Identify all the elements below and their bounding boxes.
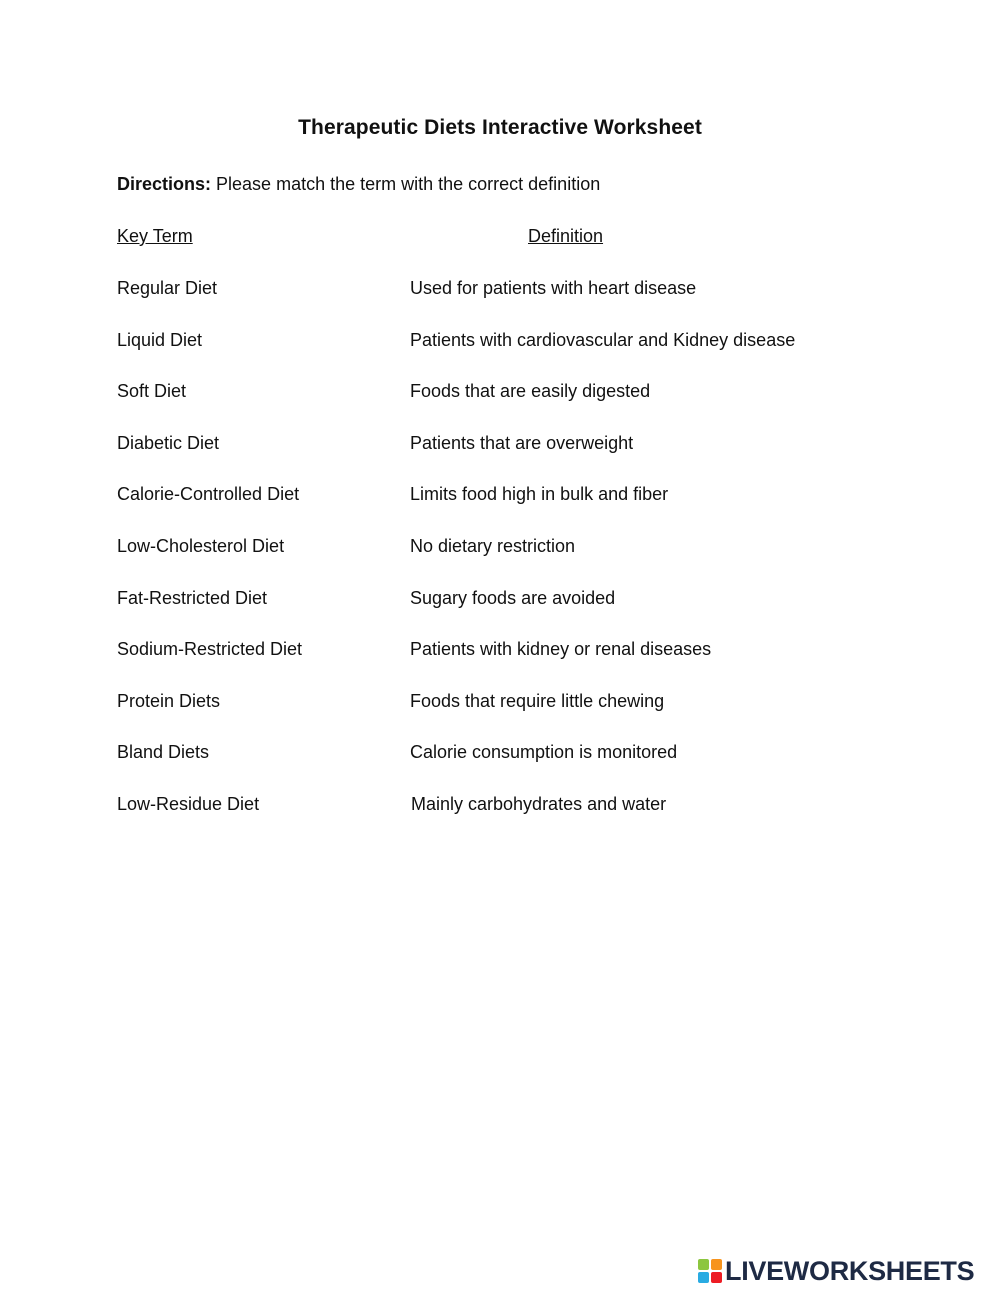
definition: Patients that are overweight — [410, 432, 634, 453]
match-list — [0, 278, 1000, 846]
definition: Limits food high in bulk and fiber — [410, 484, 669, 505]
definition: Calorie consumption is monitored — [410, 742, 678, 763]
definition: Foods that are easily digested — [410, 381, 651, 402]
match-row — [0, 588, 1000, 640]
key-term: Soft Diet — [117, 381, 187, 402]
match-row — [0, 278, 1000, 330]
definition: Foods that require little chewing — [410, 690, 665, 711]
match-row — [0, 691, 1000, 743]
definition: Patients with cardiovascular and Kidney disease — [410, 329, 796, 350]
match-row — [0, 484, 1000, 536]
match-row — [0, 639, 1000, 691]
liveworksheets-logo-icon — [698, 1259, 722, 1283]
definition: No dietary restriction — [410, 535, 576, 556]
directions — [117, 174, 600, 195]
liveworksheets-watermark — [698, 1256, 974, 1286]
directions-label: Directions: — [117, 174, 212, 194]
directions-text: Please match the term with the correct definition — [211, 174, 601, 194]
definition: Mainly carbohydrates and water — [411, 793, 667, 814]
key-term: Low-Cholesterol Diet — [117, 535, 285, 556]
key-term: Calorie-Controlled Diet — [117, 484, 300, 505]
match-row — [0, 433, 1000, 485]
key-term-header: Key Term — [117, 226, 193, 246]
key-term: Diabetic Diet — [117, 432, 220, 453]
key-term: Low-Residue Diet — [117, 793, 260, 814]
match-row — [0, 536, 1000, 588]
key-term: Bland Diets — [117, 742, 210, 763]
match-row — [0, 794, 1000, 846]
definition: Patients with kidney or renal diseases — [410, 639, 712, 660]
definition: Sugary foods are avoided — [410, 587, 616, 608]
key-term: Sodium-Restricted Diet — [117, 639, 303, 660]
match-row — [0, 742, 1000, 794]
brand-name: LIVEWORKSHEETS — [725, 1255, 975, 1286]
key-term: Liquid Diet — [117, 329, 203, 350]
definition-header: Definition — [528, 226, 604, 246]
key-term: Protein Diets — [117, 690, 221, 711]
match-row — [0, 381, 1000, 433]
key-term: Fat-Restricted Diet — [117, 587, 268, 608]
match-row — [0, 330, 1000, 382]
key-term: Regular Diet — [117, 278, 218, 298]
definition: Used for patients with heart disease — [410, 278, 697, 298]
page-title: Therapeutic Diets Interactive Worksheet — [298, 116, 702, 139]
